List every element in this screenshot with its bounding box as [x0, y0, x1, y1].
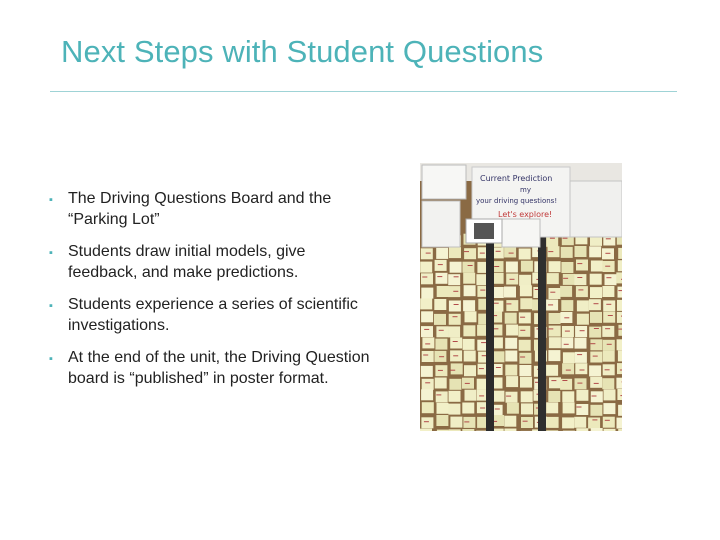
- poster-text: my: [520, 186, 531, 194]
- note-scribble: [607, 344, 612, 345]
- sticky-note: [434, 314, 446, 325]
- note-scribble: [422, 277, 427, 278]
- bullet-item: [49, 347, 379, 389]
- sticky-note: [507, 403, 519, 414]
- sticky-note: [562, 363, 574, 374]
- sticky-note: [617, 312, 622, 323]
- note-scribble: [425, 382, 430, 383]
- sticky-note: [548, 350, 560, 361]
- sticky-note: [436, 415, 448, 426]
- sticky-note: [549, 261, 561, 272]
- note-scribble: [618, 329, 622, 330]
- sticky-note: [605, 274, 617, 285]
- sticky-note: [616, 378, 622, 389]
- note-scribble: [465, 383, 470, 384]
- note-scribble: [480, 290, 485, 291]
- sticky-note: [589, 365, 601, 376]
- sticky-note: [492, 391, 504, 402]
- sticky-note: [590, 312, 602, 323]
- sticky-note: [616, 272, 622, 283]
- sticky-notes: [420, 233, 622, 431]
- sticky-note: [618, 429, 622, 431]
- sticky-note: [561, 337, 573, 348]
- sticky-note: [436, 391, 448, 402]
- sticky-note: [546, 365, 558, 376]
- paper-sheet: [502, 219, 540, 247]
- sticky-note: [519, 353, 531, 364]
- sticky-note: [420, 429, 432, 431]
- note-scribble: [424, 329, 429, 330]
- sticky-note: [519, 249, 531, 260]
- sticky-note: [421, 389, 433, 400]
- sticky-note: [436, 326, 448, 337]
- sticky-note: [464, 285, 476, 296]
- sticky-note: [436, 248, 448, 259]
- note-scribble: [464, 421, 469, 422]
- note-scribble: [577, 263, 582, 264]
- note-scribble: [479, 395, 484, 396]
- sticky-note: [575, 246, 587, 257]
- note-scribble: [424, 421, 429, 422]
- paper-sheet: [422, 165, 466, 199]
- sticky-note: [449, 379, 461, 390]
- sticky-note: [421, 417, 433, 428]
- note-scribble: [439, 330, 444, 331]
- sticky-note: [546, 402, 558, 413]
- sticky-note: [547, 273, 559, 284]
- sticky-note: [561, 247, 573, 258]
- note-scribble: [564, 344, 569, 345]
- bullet-text: Students draw initial models, give feedback, and make predictions.: [68, 243, 306, 281]
- note-scribble: [453, 341, 458, 342]
- sticky-note: [590, 352, 602, 363]
- note-scribble: [439, 356, 444, 357]
- note-scribble: [520, 330, 525, 331]
- sticky-note: [576, 286, 588, 297]
- sticky-note: [505, 365, 517, 376]
- bullet-marker: ▪: [49, 353, 53, 365]
- note-scribble: [606, 277, 611, 278]
- sticky-note: [574, 417, 586, 428]
- bullet-text: At the end of the unit, the Driving Question board is “published” in poster format.: [68, 349, 370, 387]
- sticky-note: [589, 246, 601, 257]
- sticky-note: [603, 340, 615, 351]
- sticky-note: [434, 299, 446, 310]
- sticky-note: [448, 274, 460, 285]
- note-scribble: [453, 316, 458, 317]
- sticky-note: [437, 430, 449, 431]
- note-scribble: [577, 277, 582, 278]
- note-scribble: [523, 421, 528, 422]
- sticky-note: [618, 325, 622, 336]
- note-scribble: [436, 394, 441, 395]
- note-scribble: [618, 290, 622, 291]
- note-scribble: [593, 356, 598, 357]
- note-scribble: [453, 291, 458, 292]
- note-scribble: [510, 279, 515, 280]
- sticky-note: [548, 391, 560, 402]
- note-scribble: [464, 251, 469, 252]
- paper-sheet: [570, 181, 622, 237]
- sticky-note: [549, 288, 561, 299]
- note-scribble: [550, 292, 555, 293]
- sticky-note: [617, 418, 623, 429]
- sticky-note: [449, 429, 461, 431]
- sticky-note: [464, 365, 476, 376]
- sticky-note: [505, 351, 517, 362]
- note-scribble: [506, 303, 511, 304]
- bullet-item: [49, 294, 379, 336]
- sticky-note: [589, 299, 601, 310]
- note-scribble: [606, 238, 611, 239]
- sticky-note: [464, 248, 476, 259]
- note-scribble: [580, 330, 585, 331]
- sticky-note: [422, 351, 434, 362]
- note-scribble: [621, 279, 622, 280]
- note-scribble: [580, 370, 585, 371]
- sticky-note: [575, 338, 587, 349]
- sticky-note: [576, 260, 588, 271]
- note-scribble: [594, 383, 599, 384]
- note-scribble: [481, 342, 486, 343]
- sticky-note: [504, 416, 516, 427]
- sticky-note: [618, 248, 622, 259]
- sticky-note: [437, 403, 449, 414]
- sticky-note: [549, 326, 561, 337]
- sticky-note: [463, 273, 475, 284]
- slide-title: Next Steps with Student Questions: [61, 34, 544, 69]
- sticky-note: [603, 351, 615, 362]
- sticky-note: [590, 274, 602, 285]
- sticky-note: [617, 389, 622, 400]
- bullet-marker: ▪: [49, 194, 53, 206]
- sticky-note: [520, 377, 532, 388]
- sticky-note: [422, 379, 434, 390]
- sticky-note: [561, 262, 573, 273]
- sticky-note: [577, 300, 589, 311]
- sticky-note: [435, 378, 447, 389]
- sticky-note: [506, 325, 518, 336]
- bullet-item: [49, 188, 379, 230]
- sticky-note: [462, 429, 474, 431]
- note-scribble: [479, 368, 484, 369]
- sticky-note: [590, 287, 602, 298]
- sticky-note: [577, 314, 589, 325]
- sticky-note: [602, 326, 614, 337]
- note-scribble: [550, 238, 555, 239]
- sticky-note: [576, 404, 588, 415]
- sticky-note: [451, 363, 463, 374]
- note-scribble: [520, 317, 525, 318]
- note-scribble: [548, 304, 553, 305]
- sticky-note: [504, 287, 516, 298]
- sticky-note: [521, 403, 533, 414]
- sticky-note: [421, 288, 433, 299]
- sticky-note: [618, 260, 622, 271]
- sticky-note: [576, 390, 588, 401]
- note-scribble: [594, 328, 599, 329]
- sticky-note: [506, 376, 518, 387]
- sticky-note: [590, 377, 602, 388]
- sticky-note: [562, 391, 574, 402]
- sticky-note: [449, 247, 461, 258]
- sticky-note: [562, 417, 574, 428]
- note-scribble: [620, 370, 622, 371]
- sticky-note: [421, 326, 433, 337]
- sticky-note: [563, 274, 575, 285]
- sticky-note: [449, 391, 461, 402]
- sticky-note: [505, 313, 517, 324]
- note-scribble: [592, 419, 597, 420]
- sticky-note: [521, 391, 533, 402]
- sticky-note: [437, 286, 449, 297]
- sticky-note: [574, 274, 586, 285]
- sticky-note: [465, 390, 477, 401]
- sticky-note: [602, 286, 614, 297]
- sticky-note: [617, 300, 622, 311]
- note-scribble: [563, 278, 568, 279]
- poster-text: Current Prediction: [480, 174, 553, 183]
- note-scribble: [551, 380, 556, 381]
- sticky-note: [450, 417, 462, 428]
- driving-question-board-photo: [420, 163, 622, 431]
- bullet-list: [49, 188, 379, 400]
- sticky-note: [618, 350, 622, 361]
- sticky-note: [462, 403, 474, 414]
- sticky-note: [450, 338, 462, 349]
- sticky-note: [448, 404, 460, 415]
- note-scribble: [564, 317, 569, 318]
- sticky-note: [591, 428, 603, 431]
- sticky-note: [602, 378, 614, 389]
- note-scribble: [605, 253, 610, 254]
- sticky-note: [603, 312, 615, 323]
- note-scribble: [590, 343, 595, 344]
- sticky-note: [588, 418, 600, 429]
- note-scribble: [425, 343, 430, 344]
- sticky-note: [463, 300, 475, 311]
- note-scribble: [437, 276, 442, 277]
- note-scribble: [605, 328, 610, 329]
- note-scribble: [454, 304, 459, 305]
- sticky-note: [563, 352, 575, 363]
- sticky-note: [521, 261, 533, 272]
- note-scribble: [620, 395, 622, 396]
- note-scribble: [577, 383, 582, 384]
- sticky-note: [604, 389, 616, 400]
- sticky-note: [462, 262, 474, 273]
- sticky-note: [603, 417, 615, 428]
- sticky-note: [521, 417, 533, 428]
- note-scribble: [578, 289, 583, 290]
- sticky-note: [504, 247, 516, 258]
- paper-sheet: [422, 201, 460, 247]
- note-scribble: [621, 316, 622, 317]
- sticky-note: [603, 300, 615, 311]
- note-scribble: [423, 355, 428, 356]
- sticky-note: [506, 300, 518, 311]
- note-scribble: [480, 408, 485, 409]
- note-scribble: [605, 266, 610, 267]
- sticky-note: [518, 326, 530, 337]
- sticky-note: [560, 286, 572, 297]
- sticky-note: [549, 337, 561, 348]
- note-scribble: [605, 369, 610, 370]
- sticky-note: [575, 378, 587, 389]
- title-divider: [50, 91, 677, 92]
- note-scribble: [562, 380, 567, 381]
- sticky-note: [618, 405, 622, 416]
- dark-ribbon: [486, 241, 494, 431]
- sticky-note: [420, 298, 432, 309]
- note-scribble: [566, 370, 571, 371]
- sticky-note: [520, 298, 532, 309]
- sticky-note: [575, 352, 587, 363]
- note-scribble: [594, 303, 599, 304]
- sticky-note: [422, 402, 434, 413]
- sticky-note: [421, 311, 433, 322]
- sticky-note: [465, 311, 477, 322]
- sticky-note: [422, 337, 434, 348]
- sticky-note: [464, 351, 476, 362]
- note-scribble: [563, 238, 568, 239]
- sticky-note: [549, 377, 561, 388]
- note-scribble: [454, 276, 459, 277]
- dark-ribbon: [538, 237, 546, 431]
- sticky-note: [519, 365, 531, 376]
- note-scribble: [426, 253, 431, 254]
- note-scribble: [605, 420, 610, 421]
- sticky-note: [420, 262, 432, 273]
- sticky-note: [463, 339, 475, 350]
- bullet-marker: ▪: [49, 247, 53, 259]
- sticky-note: [449, 301, 461, 312]
- note-scribble: [577, 407, 582, 408]
- sticky-note: [549, 313, 561, 324]
- note-scribble: [509, 253, 514, 254]
- sticky-note: [519, 312, 531, 323]
- bullet-text: Students experience a series of scientific investigations.: [68, 296, 358, 334]
- sticky-note: [546, 430, 558, 431]
- sticky-note: [506, 392, 518, 403]
- sticky-note: [504, 429, 516, 432]
- note-scribble: [565, 331, 570, 332]
- sticky-note: [561, 300, 573, 311]
- sticky-note: [448, 326, 460, 337]
- sticky-note: [520, 285, 532, 296]
- note-scribble: [468, 265, 473, 266]
- note-scribble: [496, 251, 501, 252]
- sticky-note: [421, 366, 433, 377]
- sticky-note: [505, 338, 517, 349]
- sticky-note: [506, 262, 518, 273]
- note-scribble: [438, 264, 443, 265]
- sticky-note: [591, 261, 603, 272]
- note-scribble: [548, 328, 553, 329]
- poster-text: Let's explore!: [498, 210, 553, 219]
- sticky-note: [421, 248, 433, 259]
- sticky-note: [590, 405, 602, 416]
- sticky-note: [450, 262, 462, 273]
- sticky-note: [436, 273, 448, 284]
- note-scribble: [495, 409, 500, 410]
- note-scribble: [493, 328, 498, 329]
- bullet-marker: ▪: [49, 300, 53, 312]
- photo-thumbnail: [474, 223, 494, 239]
- sticky-note: [604, 429, 616, 431]
- sticky-note: [617, 363, 622, 374]
- note-scribble: [450, 370, 455, 371]
- sticky-note: [493, 351, 505, 362]
- sticky-note: [618, 287, 623, 298]
- sticky-note: [591, 391, 603, 402]
- note-scribble: [506, 396, 511, 397]
- bullet-text: The Driving Questions Board and the “Parking Lot”: [68, 190, 332, 228]
- note-scribble: [494, 266, 499, 267]
- sticky-note: [435, 260, 447, 271]
- sticky-note: [590, 339, 602, 350]
- poster-text: your driving questions!: [476, 197, 558, 205]
- sticky-note: [463, 325, 475, 336]
- board-illustration: [420, 163, 622, 431]
- sticky-note: [563, 402, 575, 413]
- note-scribble: [592, 396, 597, 397]
- sticky-note: [519, 275, 531, 286]
- note-scribble: [482, 355, 487, 356]
- note-scribble: [453, 355, 458, 356]
- sticky-note: [435, 339, 447, 350]
- note-scribble: [608, 315, 613, 316]
- bullet-item: [49, 241, 379, 283]
- note-scribble: [438, 370, 443, 371]
- sticky-note: [617, 339, 622, 350]
- note-scribble: [577, 354, 582, 355]
- sticky-note: [421, 273, 433, 284]
- note-scribble: [606, 304, 611, 305]
- note-scribble: [548, 251, 553, 252]
- sticky-note: [547, 417, 559, 428]
- sticky-note: [575, 363, 587, 374]
- note-scribble: [480, 253, 485, 254]
- note-scribble: [496, 367, 501, 368]
- note-scribble: [520, 357, 525, 358]
- note-scribble: [494, 303, 499, 304]
- sticky-note: [519, 340, 531, 351]
- sticky-note: [575, 326, 587, 337]
- sticky-note: [449, 314, 461, 325]
- sticky-note: [603, 403, 615, 414]
- sticky-note: [576, 428, 588, 431]
